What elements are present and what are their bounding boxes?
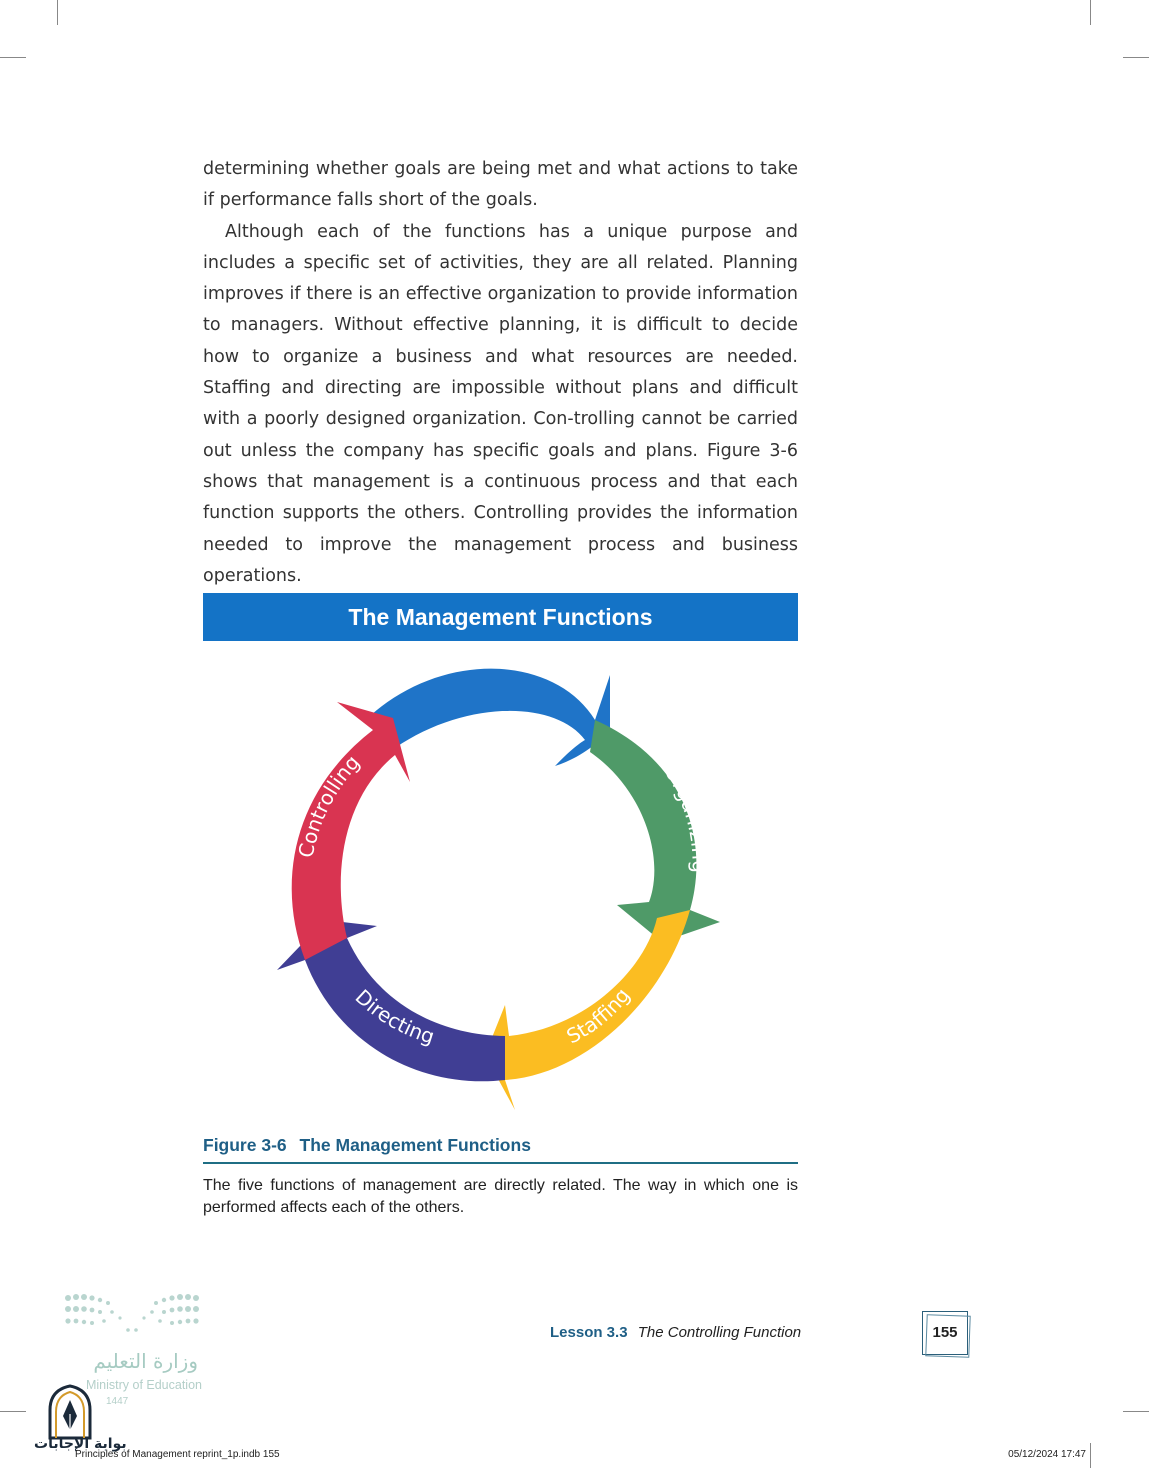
page-number: 155: [922, 1311, 968, 1355]
staffing-arrow: [485, 910, 690, 1110]
figure-caption: [203, 1135, 798, 1164]
body-paragraph-1: determining whether goals are being met and what actions to take if performance falls short of the goals.: [203, 159, 798, 211]
function-label-controlling: Controlling: [293, 750, 365, 860]
ministry-year: 1447: [106, 1396, 129, 1407]
lesson-label: Lesson 3.3: [550, 1324, 628, 1341]
management-cycle-diagram: [265, 660, 735, 1115]
print-slug-file: Principles of Management reprint_1p.indb 155: [75, 1449, 280, 1460]
ministry-logo-icon: [62, 1290, 202, 1350]
answers-portal-text: بوابة الإجابات: [34, 1436, 127, 1452]
footer-lesson: [550, 1324, 802, 1341]
crop-mark-top-right-v: [1090, 0, 1091, 25]
lesson-title: The Controlling Function: [637, 1324, 802, 1341]
function-label-directing: Directing: [350, 984, 438, 1049]
print-slug-date: 05/12/2024 17:47: [1008, 1449, 1086, 1460]
crop-mark-bottom-right-v: [1090, 1443, 1091, 1468]
body-paragraph-2: Although each of the functions has a unique purpose and includes a specific set of activities, they are all related. Planning improves if there is an effective organization to provide information to managers. Without effective planning, it is difficult to decide how to organize a business and what resources are needed. Staffing and directing are impossible without plans and difficult with a poorly designed organization. Con-trolling cannot be carried out unless the company has specific goals and plans. Figure 3-6 shows that management is a continuous process and that each function supports the others. Controlling provides the information needed to improve the management process and business operations.: [203, 221, 798, 586]
planning-arrow: [371, 669, 610, 766]
crop-mark-top-left-v: [57, 0, 58, 25]
crop-mark-bottom-left-h: [0, 1411, 26, 1412]
ministry-name-arabic: وزارة التعليم: [93, 1349, 198, 1373]
figure-caption-number: Figure 3-6: [203, 1135, 287, 1155]
crop-mark-bottom-right-h: [1123, 1411, 1149, 1412]
function-label-staffing: Staffing: [562, 983, 635, 1049]
crop-mark-top-right-h: [1123, 57, 1149, 58]
body-text: [203, 154, 798, 592]
figure-description: The five functions of management are directly related. The way in which one is performed affects each of the others.: [203, 1177, 798, 1216]
figure-caption-title: The Management Functions: [299, 1135, 531, 1155]
answers-portal-logo-icon: [46, 1384, 94, 1440]
ministry-name-english: Ministry of Education: [85, 1378, 202, 1392]
crop-mark-top-left-h: [0, 57, 26, 58]
figure-banner-title: The Management Functions: [203, 593, 798, 641]
function-label-organizing: Organizing: [659, 760, 712, 874]
